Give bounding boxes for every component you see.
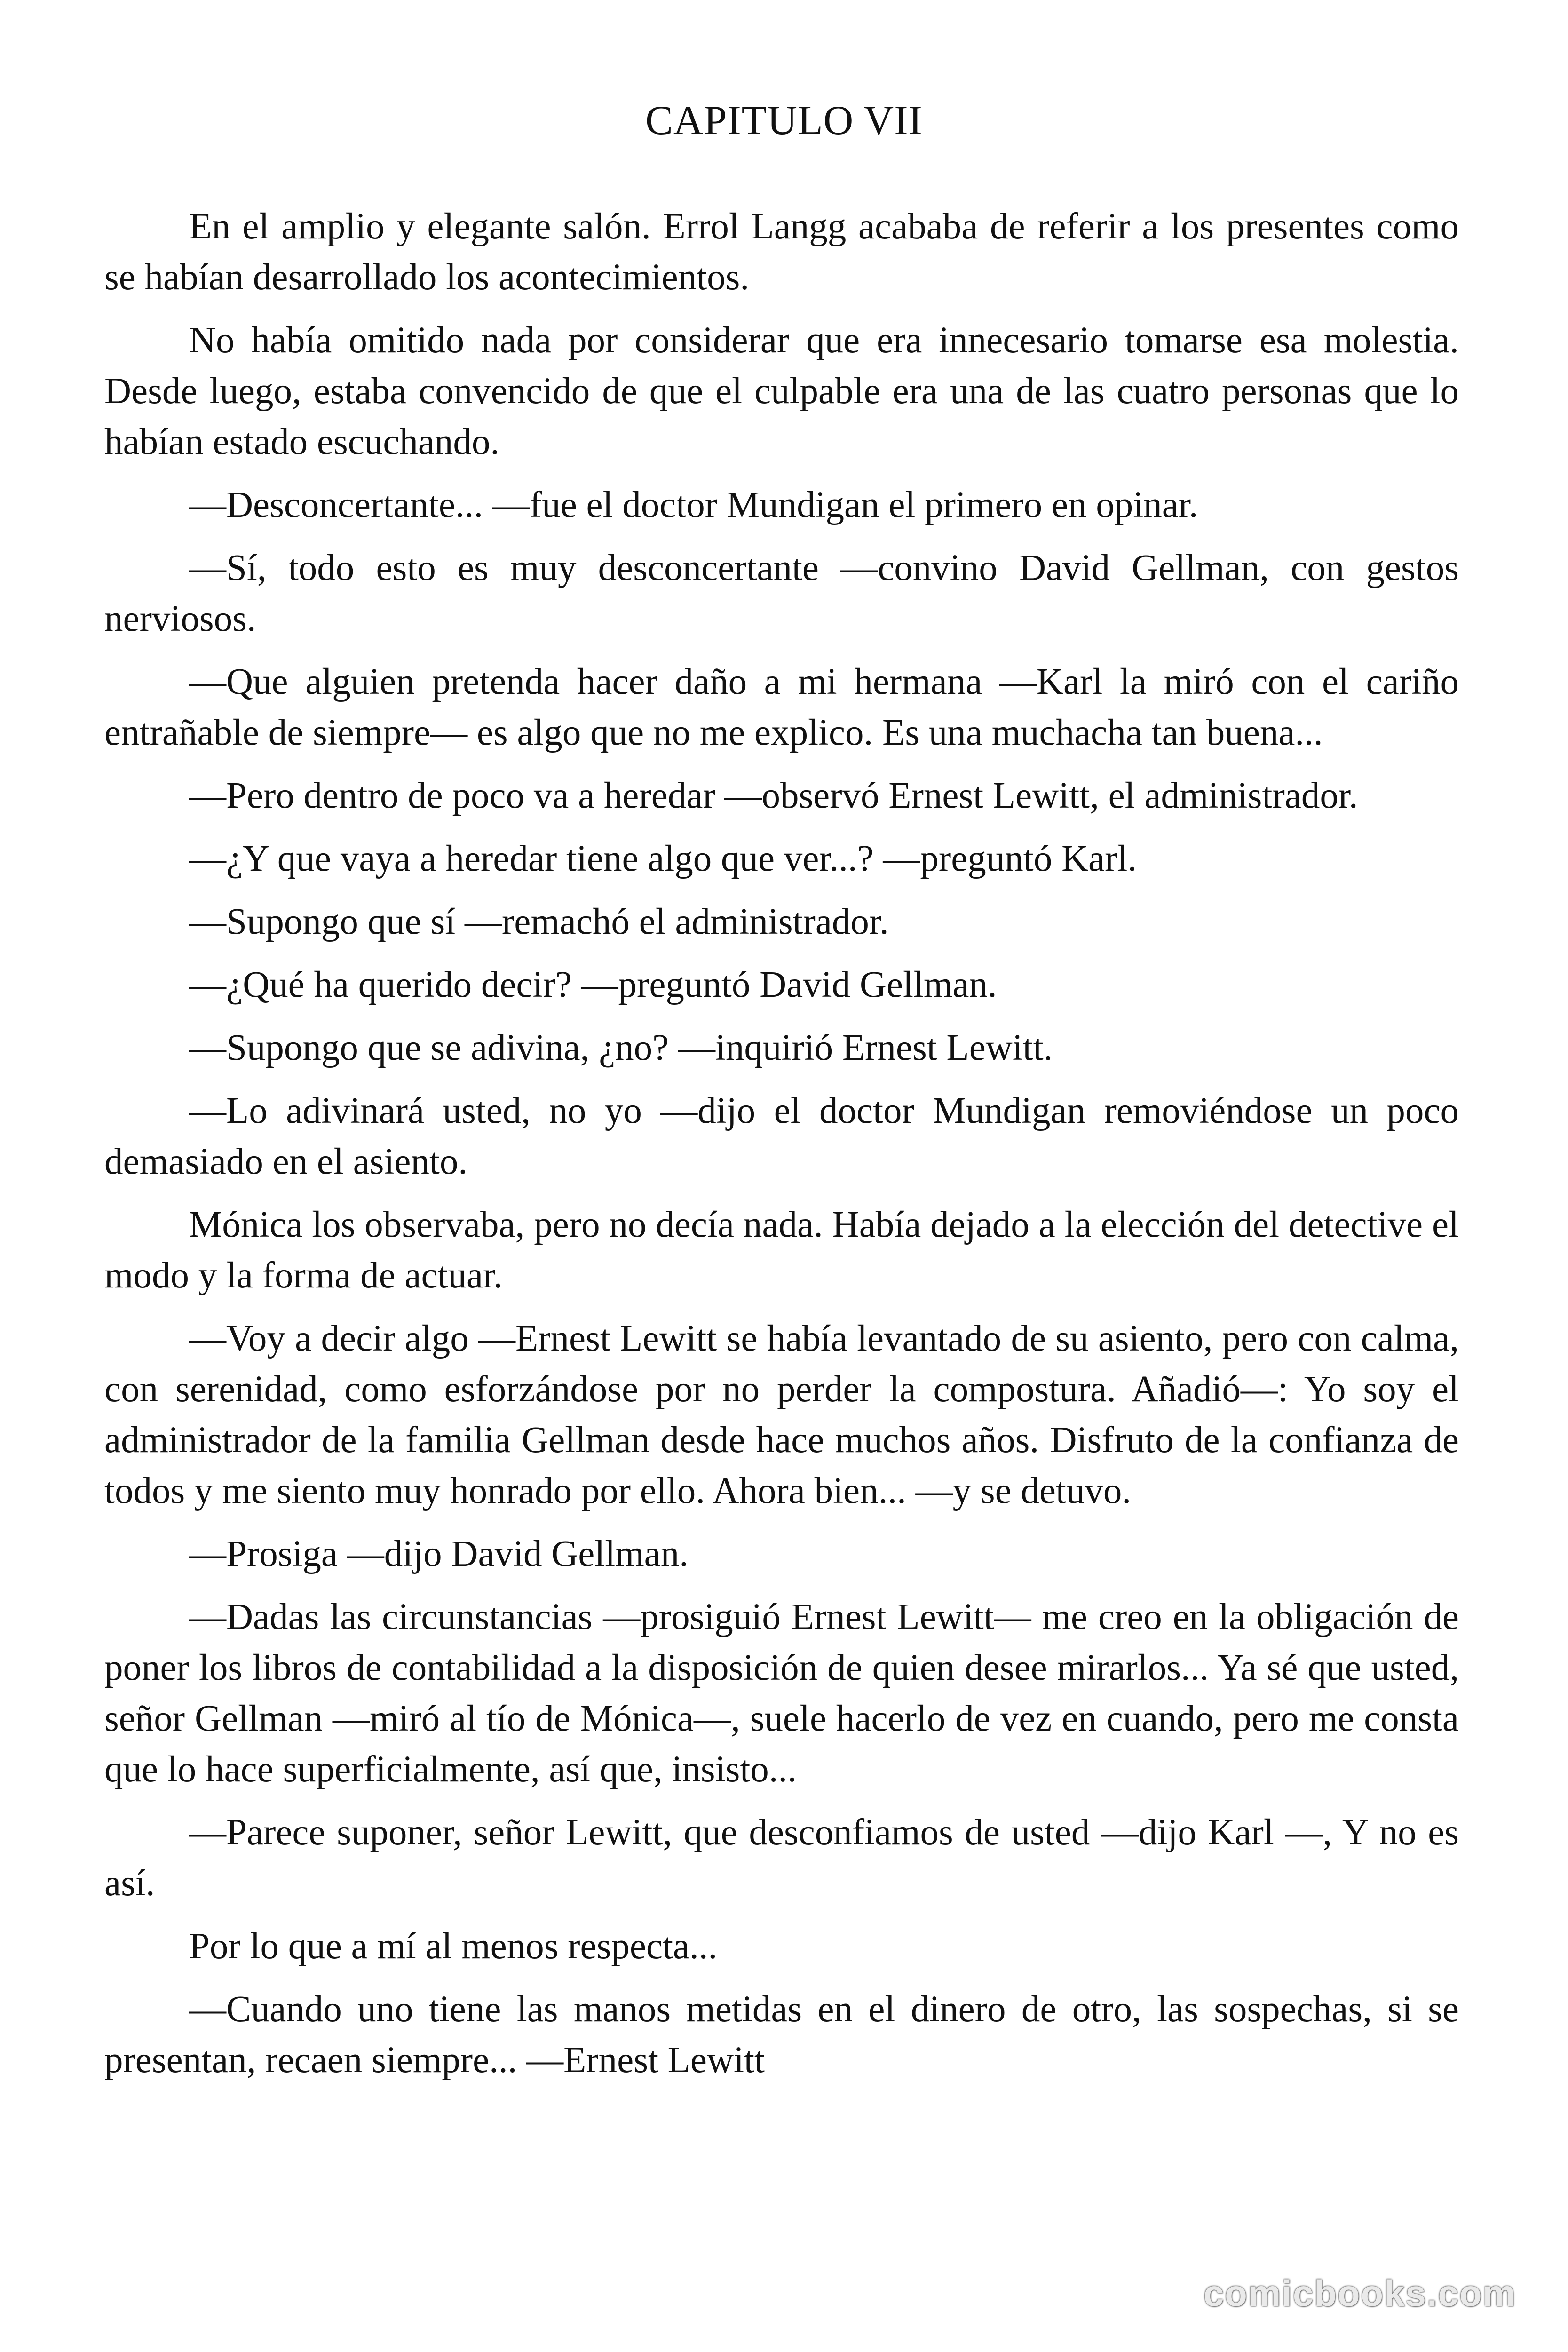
paragraph: —¿Qué ha querido decir? —preguntó David Gellman. [189,964,997,1005]
paragraph: Por lo que a mí al menos respecta... [189,1926,718,1967]
paragraph: —Prosiga —dijo David Gellman. [189,1534,689,1574]
paragraph: En el amplio y elegante salón. Errol Langg acababa de referir a los presentes como se habían desarrollado los acontecimientos. [104,206,1459,298]
chapter-title: CAPITULO VII [645,98,923,143]
paragraph: —Sí, todo esto es muy desconcertante —convino David Gellman, con gestos nerviosos. [104,548,1459,639]
paragraph: Mónica los observaba, pero no decía nada. Había dejado a la elección del detective el modo y la forma de actuar. [104,1204,1459,1296]
site-watermark: comicbooks.com [1203,2273,1516,2314]
paragraph: —Que alguien pretenda hacer daño a mi hermana —Karl la miró con el cariño entrañable de siempre— es algo que no me explico. Es una muchacha tan buena... [104,661,1459,753]
paragraph: —Pero dentro de poco va a heredar —observó Ernest Lewitt, el administrador. [189,775,1358,816]
paragraph: —Voy a decir algo —Ernest Lewitt se había levantado de su asiento, pero con calma, con serenidad, como esforzándose por no perder la compostura. Añadió—: Yo soy el administrador de la familia Gellman desde hace muchos años. Disfruto de la confianza de todos y me siento muy honrado por ello. Ahora bien... —y se detuvo. [104,1318,1459,1511]
paragraph: —¿Y que vaya a heredar tiene algo que ver...? —preguntó Karl. [189,838,1137,879]
paragraph: No había omitido nada por considerar que era innecesario tomarse esa molestia. Desde luego, estaba convencido de que el culpable era una de las cuatro personas que lo habían estado escuchando. [104,320,1459,462]
paragraph: —Desconcertante... —fue el doctor Mundigan el primero en opinar. [189,485,1198,525]
paragraph: —Supongo que se adivina, ¿no? —inquirió Ernest Lewitt. [189,1027,1053,1068]
paragraph: —Dadas las circunstancias —prosiguió Ernest Lewitt— me creo en la obligación de poner los libros de contabilidad a la disposición de quien desee mirarlos... Ya sé que usted, señor Gellman —miró al tío de Mónica—, suele hacerlo de vez en cuando, pero me consta que lo hace superficialmente, así que, insisto... [104,1597,1459,1790]
chapter-body [104,201,1459,2098]
paragraph: —Cuando uno tiene las manos metidas en el dinero de otro, las sospechas, si se presentan, recaen siempre... —Ernest Lewitt [104,1989,1459,2081]
paragraph: —Supongo que sí —remachó el administrador. [189,901,889,942]
paragraph: —Lo adivinará usted, no yo —dijo el doctor Mundigan removiéndose un poco demasiado en el asiento. [104,1090,1459,1182]
paragraph: —Parece suponer, señor Lewitt, que desconfiamos de usted —dijo Karl —, Y no es así. [104,1812,1459,1904]
